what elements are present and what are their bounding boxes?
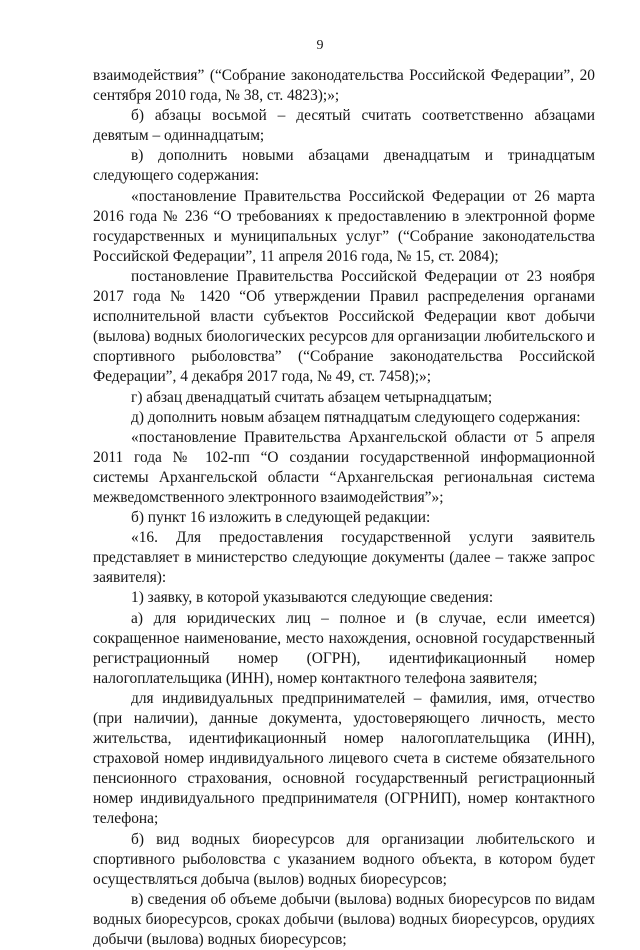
- paragraph: а) для юридических лиц – полное и (в случае, если имеется) сокращенное наименование, место нахождения, основной государственный регистрационный номер (ОГРН), идентификационный номер налогоплательщика (ИНН), номер контактного телефона заявителя;: [93, 609, 595, 687]
- paragraph: б) вид водных биоресурсов для организации любительского и спортивного рыболовства с указанием водного объекта, в котором будет осуществляться добыча (вылов) водных биоресурсов;: [93, 830, 595, 888]
- paragraph: «постановление Правительства Архангельской области от 5 апреля 2011 года № 102-пп “О создании государственной информационной системы Архангельской области “Архангельская региональная система межведомственного электронного взаимодействия”»;: [93, 428, 595, 506]
- paragraph: для индивидуальных предпринимателей – фамилия, имя, отчество (при наличии), данные документа, удостоверяющего личность, место жительства, идентификационный номер налогоплательщика (ИНН), страховой номер индивидуального лицевого счета в системе обязательного пенсионного страхования, основной государственный регистрационный номер индивидуального предпринимателя (ОГРНИП), номер контактного телефона;: [93, 689, 595, 828]
- paragraph: в) сведения об объеме добычи (вылова) водных биоресурсов по видам водных биоресурсов, сроках добычи (вылова) водных биоресурсов, орудиях добычи (вылова) водных биоресурсов;: [93, 890, 595, 949]
- paragraph: б) пункт 16 изложить в следующей редакции:: [131, 509, 431, 527]
- paragraph: «16. Для предоставления государственной услуги заявитель представляет в министерство следующие документы (далее – также запрос заявителя):: [93, 529, 595, 587]
- paragraph: «постановление Правительства Российской Федерации от 26 марта 2016 года № 236 “О требованиях к предоставлению в электронной форме государственных и муниципальных услуг” (“Собрание законодательства Российской Федерации”, 11 апреля 2016 года, № 15, ст. 2084);: [93, 187, 595, 265]
- paragraph: взаимодействия” (“Собрание законодательства Российской Федерации”, 20 сентября 2010 года, № 38, ст. 4823);»;: [93, 67, 595, 105]
- paragraph: 1) заявку, в которой указываются следующие сведения:: [131, 589, 494, 607]
- paragraph: б) абзацы восьмой – десятый считать соответственно абзацами девятым – одиннадцатым;: [93, 107, 595, 145]
- paragraph: постановление Правительства Российской Федерации от 23 ноября 2017 года № 1420 “Об утверждении Правил распределения органами исполнительной власти субъектов Российской Федерации квот добычи (вылова) водных биологических ресурсов для организации любительского и спортивного рыболовства” (“Собрание законодательства Российской Федерации”, 4 декабря 2017 года, № 49, ст. 7458);»;: [93, 267, 595, 386]
- paragraph: в) дополнить новыми абзацами двенадцатым и тринадцатым следующего содержания:: [93, 147, 595, 185]
- paragraph: д) дополнить новым абзацем пятнадцатым следующего содержания:: [131, 408, 581, 426]
- paragraph: г) абзац двенадцатый считать абзацем четырнадцатым;: [131, 388, 493, 406]
- document-body: [93, 66, 595, 950]
- page-number: 9: [316, 38, 324, 53]
